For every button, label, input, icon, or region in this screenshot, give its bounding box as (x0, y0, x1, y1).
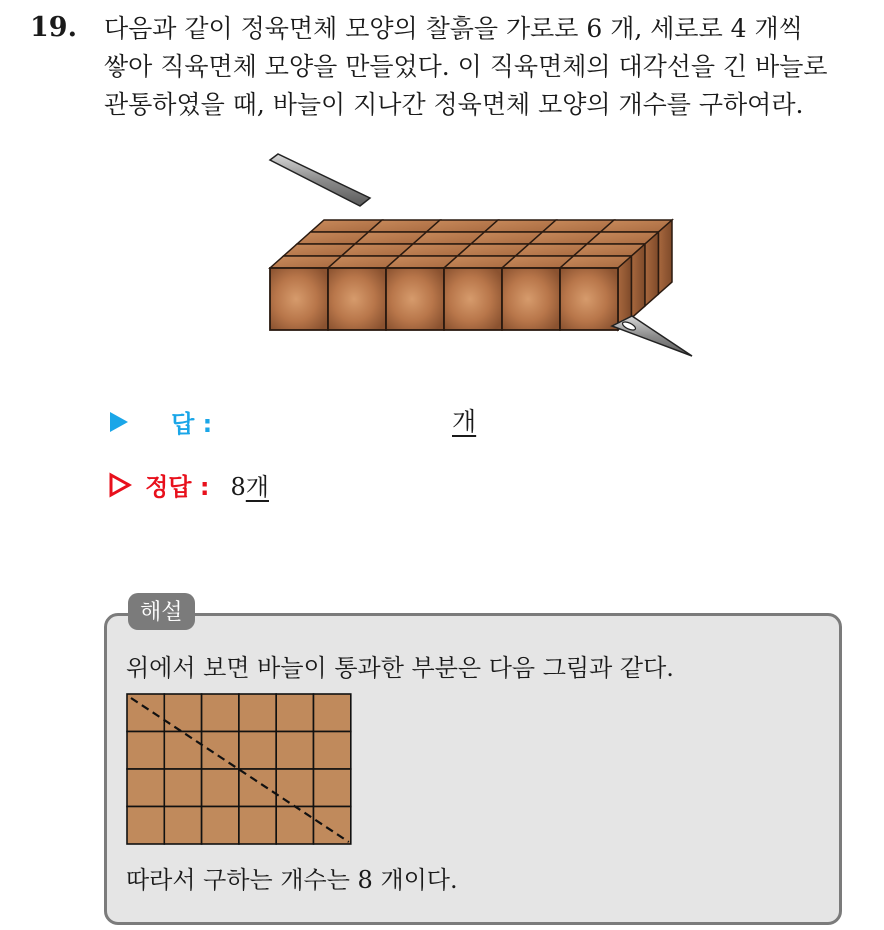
clay-block-figure (260, 150, 710, 370)
grid-cell (164, 694, 201, 732)
front-cell (270, 268, 328, 330)
needle-back (270, 154, 370, 206)
explanation-line-1: 위에서 보면 바늘이 통과한 부분은 다음 그림과 같다. (126, 654, 674, 682)
block-top-face (270, 220, 672, 268)
question-line-1: 다음과 같이 정육면체 모양의 찰흙을 가로로 6 개, 세로로 4 개씩 (104, 14, 803, 43)
top-view-grid (125, 692, 353, 848)
front-cell (444, 268, 502, 330)
grid-cell (276, 807, 313, 845)
explanation-line-2: 따라서 구하는 개수는 8 개이다. (126, 866, 458, 894)
grid-cell (164, 732, 201, 770)
play-triangle-icon (108, 410, 130, 434)
front-cell (560, 268, 618, 330)
answer-unit: 개 (452, 407, 477, 436)
grid-cell (202, 807, 239, 845)
grid-cell (314, 769, 351, 807)
answer-row (108, 404, 212, 439)
grid-cell (239, 732, 276, 770)
answer-marker (110, 412, 128, 432)
grid-cell (314, 807, 351, 845)
needle-tip (612, 316, 692, 356)
grid-cell (314, 694, 351, 732)
side-cell (659, 220, 673, 294)
grid-cell (276, 732, 313, 770)
side-cell (632, 244, 646, 318)
correct-answer-row (108, 467, 269, 502)
answer-label: 답 : (171, 410, 213, 438)
front-cell (502, 268, 560, 330)
question-number: 19. (30, 12, 77, 43)
question-text (104, 10, 874, 124)
explanation-tag: 해설 (128, 593, 195, 630)
grid-cell (202, 694, 239, 732)
grid-cell (276, 694, 313, 732)
grid-cell (164, 769, 201, 807)
grid-cell (276, 769, 313, 807)
question-line-3: 관통하였을 때, 바늘이 지나간 정육면체 모양의 개수를 구하여라. (104, 90, 804, 119)
outline-triangle-icon (108, 472, 132, 498)
grid-cell (314, 732, 351, 770)
front-cell (328, 268, 386, 330)
grid-cell (239, 769, 276, 807)
grid-cell (239, 694, 276, 732)
grid-cell (164, 807, 201, 845)
correct-answer-label: 정답 : (145, 473, 210, 501)
side-cell (645, 232, 659, 306)
grid-cell (127, 807, 164, 845)
block-front-face (270, 268, 618, 330)
grid-cell (239, 807, 276, 845)
grid-cell (202, 769, 239, 807)
front-cell (386, 268, 444, 330)
grid-cell (127, 769, 164, 807)
grid-cell (202, 732, 239, 770)
grid-cell (127, 732, 164, 770)
question-line-2: 쌓아 직육면체 모양을 만들었다. 이 직육면체의 대각선을 긴 바늘로 (104, 52, 828, 81)
correct-answer-value: 8개 (230, 473, 269, 501)
